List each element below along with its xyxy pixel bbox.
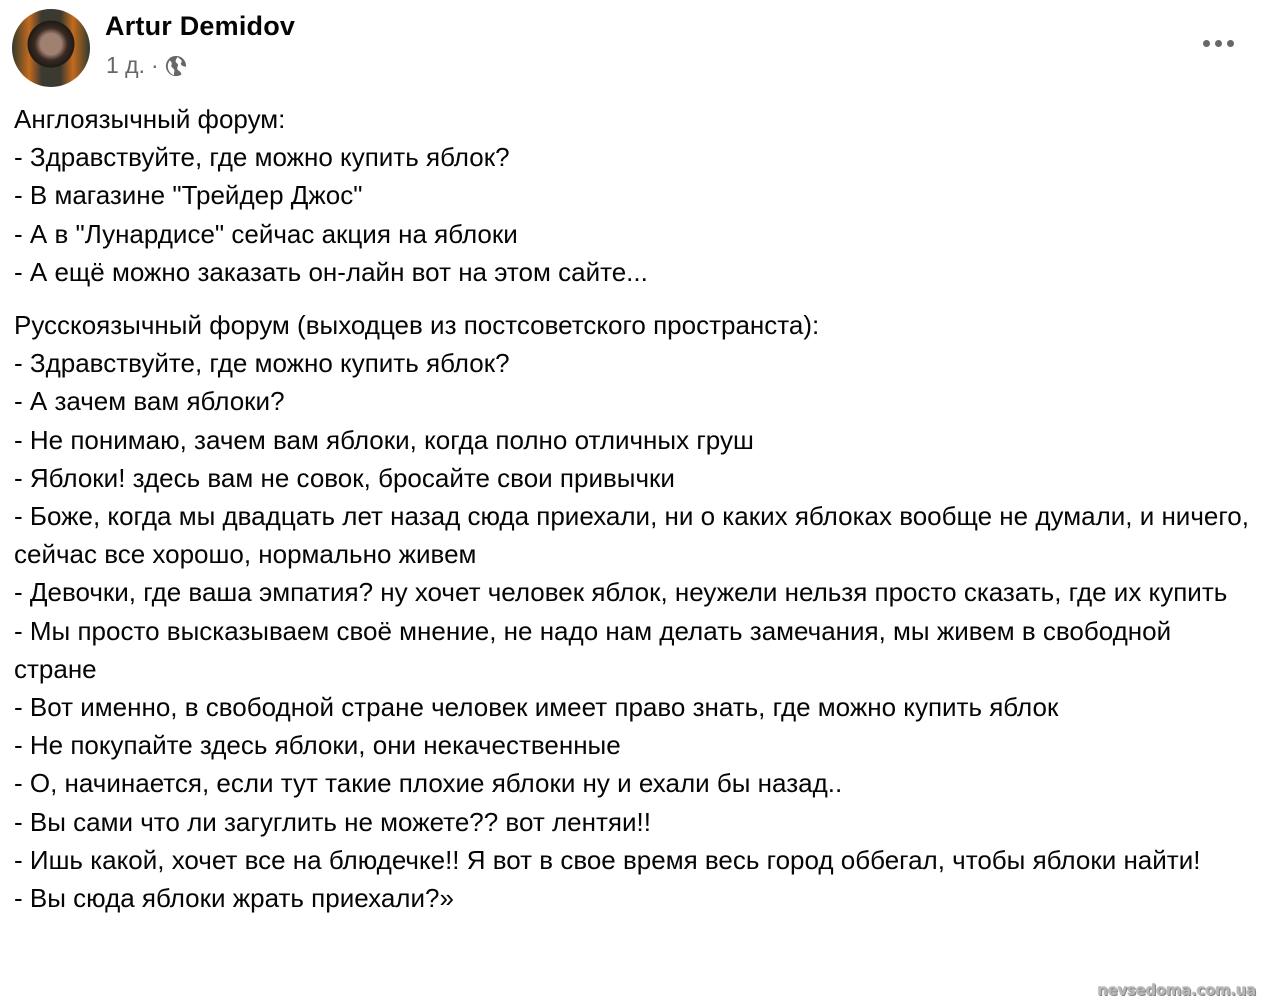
post-line: - Не покупайте здесь яблоки, они некачественные: [14, 730, 621, 761]
post-line: - Здравствуйте, где можно купить яблок?: [14, 348, 510, 379]
post-paragraph-english: [14, 100, 1259, 291]
post-meta: [106, 52, 187, 79]
post-line: Русскоязычный форум (выходцев из постсоветского пространста):: [14, 310, 820, 341]
post-line: - Боже, когда мы двадцать лет назад сюда приехали, ни о каких яблоках вообще не думали, и ничего, сейчас все хорошо, нормально живем: [14, 501, 1249, 570]
post-line: - Не понимаю, зачем вам яблоки, когда полно отличных груш: [14, 424, 754, 455]
post-line: - Вы сюда яблоки жрать приехали?»: [14, 883, 454, 914]
post-line: - Яблоки! здесь вам не совок, бросайте свои привычки: [14, 462, 675, 493]
post-line: - Здравствуйте, где можно купить яблок?: [14, 142, 510, 173]
dot: [1203, 40, 1210, 47]
post-line: - А в "Лунардисе" сейчас акция на яблоки: [14, 218, 518, 249]
post-line: - Мы просто высказываем своё мнение, не надо нам делать замечания, мы живем в свободной стране: [14, 615, 1172, 684]
post-line: - О, начинается, если тут такие плохие яблоки ну и ехали бы назад..: [14, 768, 843, 799]
globe-icon: [165, 55, 187, 77]
author-name[interactable]: Artur Demidov: [105, 11, 296, 41]
post-line: - Девочки, где ваша эмпатия? ну хочет человек яблок, неужели нельзя просто сказать, где их купить: [14, 577, 1228, 608]
post-line: - Вы сами что ли загуглить не можете?? вот лентяи!!: [14, 806, 651, 837]
dot: [1227, 40, 1234, 47]
avatar[interactable]: [12, 9, 90, 87]
post-body: [14, 100, 1259, 932]
dot: [1215, 40, 1222, 47]
post-time[interactable]: 1 д.: [106, 52, 145, 78]
meta-separator: ·: [151, 52, 159, 78]
post-line: - А зачем вам яблоки?: [14, 386, 285, 417]
more-options-button[interactable]: [1198, 30, 1238, 56]
watermark: nevsedoma.com.ua: [1097, 981, 1256, 999]
post-line: - Ишь какой, хочет все на блюдечке!! Я вот в свое время весь город оббегал, чтобы яблоки найти!: [14, 844, 1201, 875]
post-paragraph-russian: [14, 306, 1259, 917]
post-line: - А ещё можно заказать он-лайн вот на этом сайте...: [14, 256, 648, 287]
post-line: Англоязычный форум:: [14, 104, 286, 134]
post-line: - Вот именно, в свободной стране человек имеет право знать, где можно купить яблок: [14, 692, 1059, 723]
post-line: - В магазине "Трейдер Джос": [14, 180, 363, 211]
